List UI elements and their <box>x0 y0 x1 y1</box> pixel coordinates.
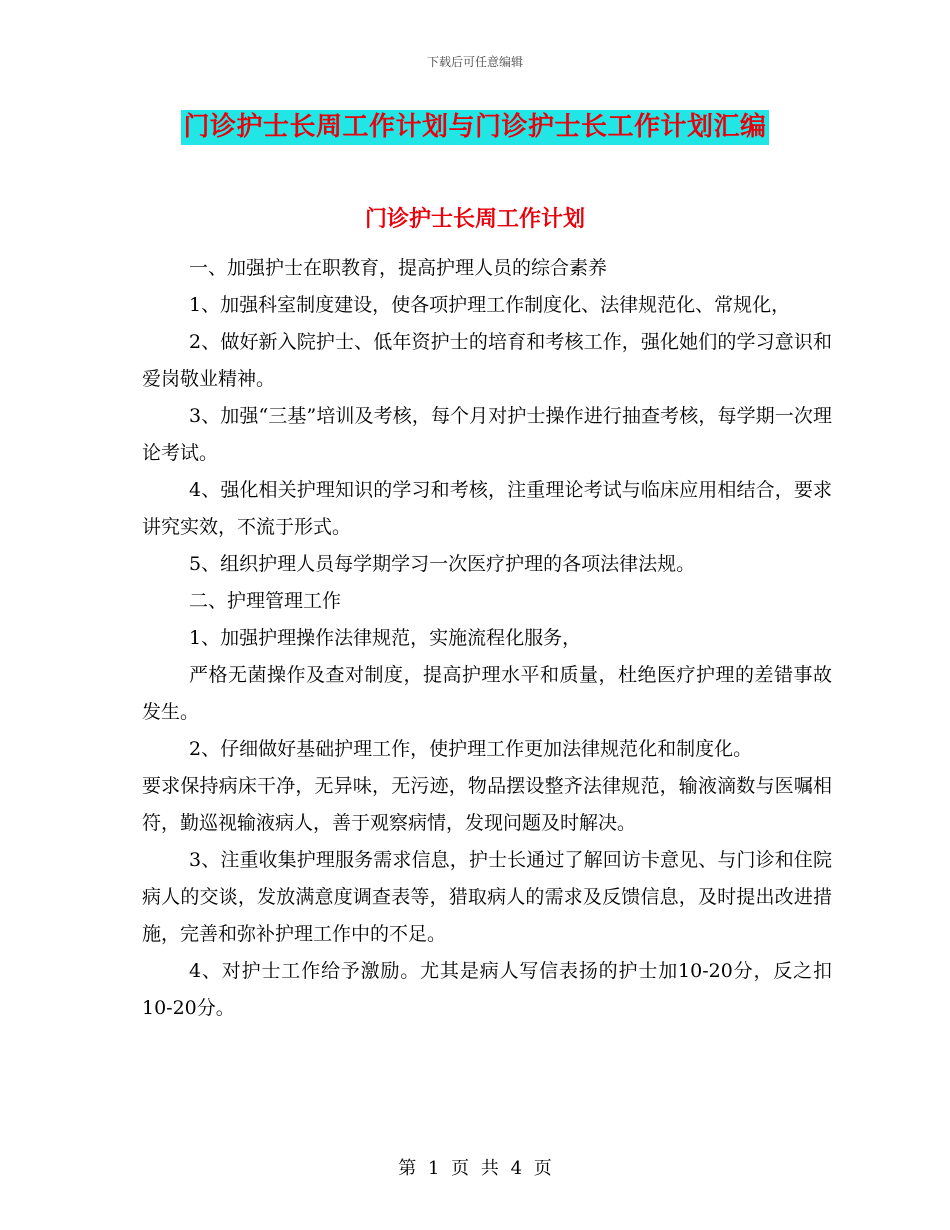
header-note: 下载后可任意编辑 <box>426 55 523 69</box>
paragraph: 4、对护士工作给予激励。尤其是病人写信表扬的护士加10-20分，反之扣10-20分。 <box>142 960 832 1019</box>
paragraph: 1、加强护理操作法律规范，实施流程化服务， <box>189 627 582 649</box>
paragraph: 5、组织护理人员每学期学习一次医疗护理的各项法律法规。 <box>189 553 696 575</box>
paragraph-section-heading: 一、加强护士在职教育，提高护理人员的综合素养 <box>189 257 608 279</box>
paragraph: 2、仔细做好基础护理工作，使护理工作更加法律规范化和制度化。 <box>189 738 753 760</box>
document-body <box>142 250 832 1027</box>
main-title-block <box>0 110 950 145</box>
main-title: 门诊护士长周工作计划与门诊护士长工作计划汇编 <box>181 110 768 145</box>
paragraph: 2、做好新入院护士、低年资护士的培育和考核工作，强化她们的学习意识和爱岗敬业精神。 <box>142 331 832 390</box>
paragraph: 3、加强“三基”培训及考核，每个月对护士操作进行抽查考核，每学期一次理论考试。 <box>142 405 832 464</box>
paragraph: 1、加强科室制度建设，使各项护理工作制度化、法律规范化、常规化， <box>189 294 791 316</box>
section-title: 门诊护士长周工作计划 <box>364 206 585 232</box>
paragraph: 4、强化相关护理知识的学习和考核，注重理论考试与临床应用相结合，要求讲究实效，不流于形式。 <box>142 479 832 538</box>
paragraph: 严格无菌操作及查对制度，提高护理水平和质量，杜绝医疗护理的差错事故发生。 <box>142 664 832 723</box>
paragraph-section-heading: 二、护理管理工作 <box>189 590 342 612</box>
paragraph: 要求保持病床干净，无异味，无污迹，物品摆设整齐法律规范，输液滴数与医嘱相符，勤巡视输液病人，善于观察病情，发现问题及时解决。 <box>142 775 832 834</box>
page-footer: 第 1 页 共 4 页 <box>398 1158 552 1179</box>
paragraph: 3、注重收集护理服务需求信息，护士长通过了解回访卡意见、与门诊和住院病人的交谈，发放满意度调查表等，猎取病人的需求及反馈信息，及时提出改进措施，完善和弥补护理工作中的不足。 <box>142 849 832 945</box>
